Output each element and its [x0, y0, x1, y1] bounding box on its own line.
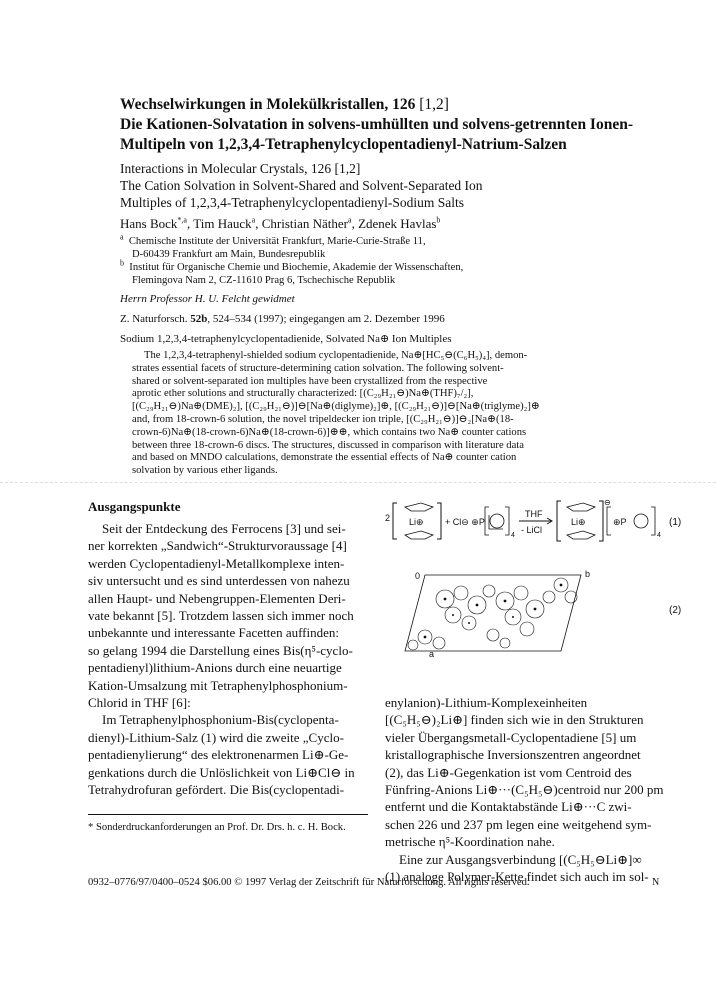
dedication: Herrn Professor H. U. Felcht gewidmet [120, 293, 295, 305]
svg-text:⊖: ⊖ [604, 498, 611, 507]
svg-text:Li⊕: Li⊕ [571, 517, 586, 527]
section-heading: Ausgangspunkte [88, 499, 181, 514]
footnote: * Sonderdruckanforderungen an Prof. Dr. Drs. h. c. H. Bock. [88, 822, 346, 833]
cp-ring-icon [405, 503, 433, 511]
svg-text:(1): (1) [669, 517, 682, 528]
keywords: Sodium 1,2,3,4-tetraphenylcyclopentadienide, Solvated Na⊕ Ion Multiples [120, 333, 452, 345]
svg-text:4: 4 [511, 532, 515, 539]
section-separator [0, 482, 716, 483]
phenyl-ring-icon [634, 514, 648, 528]
left-column-text: Seit der Entdeckung des Ferrocens [3] und sei- ner korrekten „Sandwich“-Strukturvoraussage [4] werden Cyclopentadienyl-Metallkomplexe inten- siv untersucht und es sind unterdessen von nahezu allen Haupt- und Nebengruppen-Elementen Deri- vate bekannt [5]. Trotzdem lassen sich immer noch unbekannte und interessante Facetten auffinden: so gelang 1994 die Darstellung eines Bis(η⁵-cyclo- pentadienyl)lithium-Anions durch eine neuartige Kation-Umsalzung mit Tetraphenylphosphonium- Chlorid in THF [6]: Im Tetraphenylphosphonium-Bis(cyclopenta- dienyl)-Lithium-Salz (1) wird die zweite „Cyclo- pentadienylierung“ des elektronenarmen Li⊕-Ge- genkations durch die Unlöslichkeit von Li⊕Cl⊖ in Tetrahydrofuran gefördert. Die Bis(cyclopentadi- [88, 521, 355, 798]
svg-text:THF: THF [525, 509, 543, 519]
footer-mark: N [652, 877, 660, 888]
title-en-line3: Multiples of 1,2,3,4-Tetraphenylcyclopentadienyl-Sodium Salts [120, 195, 464, 210]
title-de-line1: Wechselwirkungen in Molekülkristallen, 126 [1,2] [120, 96, 449, 113]
svg-text:+ Cl⊖ ⊕P: + Cl⊖ ⊕P [445, 517, 485, 527]
affiliation-a: $^a$ Chemische Institute der Universität Frankfurt, Marie-Curie-Straße 11, D-60439 Frankfurt am Main, Bundesrepublik [120, 232, 426, 260]
title-german [120, 95, 680, 155]
affiliation-b: $^b$ Institut für Organische Chemie und Biochemie, Akademie der Wissenschaften, Flemingova Nam 2, CZ-11610 Prag 6, Tschechische Republik [120, 258, 464, 286]
footnote-rule [88, 814, 368, 815]
svg-text:b: b [585, 569, 591, 579]
citation: Z. Naturforsch. 52b, 524–534 (1997); eingegangen am 2. Dezember 1996 [120, 313, 445, 325]
svg-text:- LiCl: - LiCl [521, 525, 543, 535]
title-en-line2: The Cation Solvation in Solvent-Shared and Solvent-Separated Ion [120, 178, 483, 193]
svg-text:⊕P: ⊕P [613, 517, 627, 527]
reaction-scheme [385, 497, 685, 677]
phenyl-ring-icon [490, 514, 504, 528]
title-en-line1: Interactions in Molecular Crystals, 126 [1,2] [120, 161, 361, 176]
right-column-text: enylanion)-Lithium-Komplexeinheiten [(C₅H₅⊖)₂Li⊕] finden sich wie in den Strukturen vieler Übergangsmetall-Cyclopentadiene [5] um kristallographische Inversionszentren angeordnet (2), das Li⊕-Gegenkation ist vom Centroid des Fünfring-Anions Li⊕···(C₅H₅⊖)centroid nur 200 pm entfernt und die Kontaktabstände Li⊕···C zwi- schen 226 und 237 pm legen eine weitgehend sym- metrische η⁵-Koordination nahe. Eine zur Ausgangsverbindung [(C₅H₅⊖Li⊕]∞ (1) analoge Polymer-Kette findet sich auch im sol- [385, 695, 664, 885]
svg-text:Li⊕: Li⊕ [409, 517, 424, 527]
page-footer: 0932–0776/97/0400–0524 $06.00 © 1997 Verlag der Zeitschrift für Naturforschung. All rights reserved. [88, 877, 530, 888]
cp-ring-icon [567, 503, 595, 511]
svg-text:2: 2 [385, 513, 391, 523]
crystal-packing-figure [405, 569, 681, 659]
cp-ring-icon [567, 531, 595, 539]
author-list: Hans Bock$^{*,a}$, Tim Hauck$^a$, Christian Näther$^a$, Zdenek Havlas$^b$ [120, 215, 441, 231]
cp-ring-icon [405, 531, 433, 539]
title-english [120, 160, 680, 211]
svg-text:4: 4 [657, 532, 661, 539]
title-de-line3: Multipeln von 1,2,3,4-Tetraphenylcyclopentadienyl-Natrium-Salzen [120, 136, 567, 153]
svg-text:(2): (2) [669, 605, 682, 616]
abstract: The 1,2,3,4-tetraphenyl-shielded sodium cyclopentadienide, Na⊕[HC₅⊖(C₆H₅)₄], demon- strates essential facets of structure-determining cation solvation. The following solvent- shared or solvent-separated ion multiples have been crystallized from the respective aprotic ether solutions and structurally characterized: [(C₂₉H₂₁⊖)Na⊕(THF)₇/₂], [(C₂₉H₂₁⊖)Na⊕(DME)₂], [(C₂₉H₂₁⊖)]⊖[Na⊕(diglyme)₂]⊕, [(C₂₉H₂₁⊖)]⊖[Na⊕(triglyme)₂]⊕ and, from 18-crown-6 solution, the novel tripeldecker ion triple, [(C₂₉H₂₁⊖)]⊖₂[Na⊕(18- crown-6)Na⊕(18-crown-6)Na⊕(18-crown-6)]⊕⊕, which contains two Na⊕ counter cations between three 18-crown-6 discs. The structures, discussed in comparison with literature data and based on MNDO calculations, demonstrate the essential effects of Na⊕ counter cation solvation by various ether ligands. [132, 350, 540, 477]
title-de-line2: Die Kationen-Solvatation in solvens-umhüllten und solvens-getrennten Ionen- [120, 116, 633, 133]
svg-text:0: 0 [415, 571, 421, 581]
svg-text:a: a [429, 649, 435, 659]
